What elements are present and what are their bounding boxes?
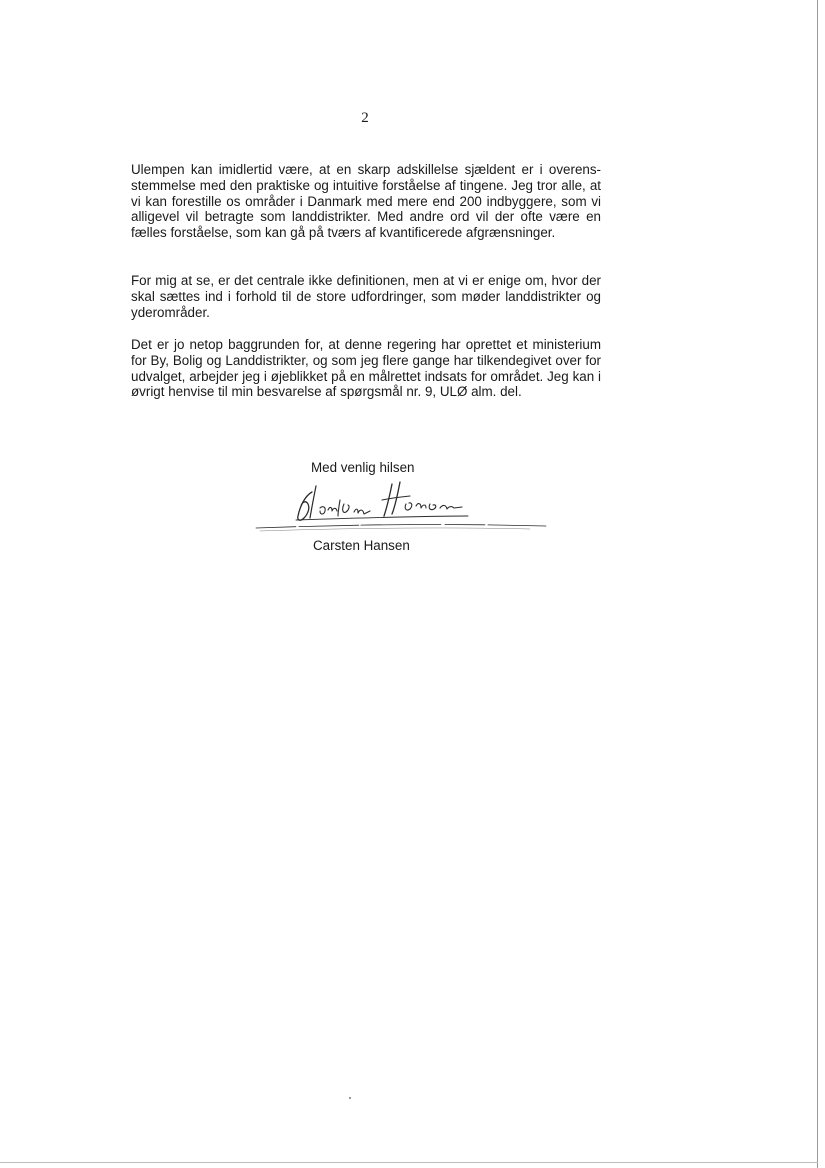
signature-icon bbox=[250, 478, 550, 534]
scan-edge-bottom bbox=[0, 1162, 818, 1163]
paragraph-2: For mig at se, er det centrale ikke definitionen, men at vi er enige om, hvor der skal sættes ind i forhold til de store udfordringer, som møder landdistrikter og yderområder. bbox=[131, 273, 601, 320]
paragraph-3: Det er jo netop baggrunden for, at denne regering har oprettet et ministerium for By, Bolig og Landdistrikter, og som jeg flere gange har tilkendegivet over for udvalget, arbejder jeg i øjeblikket på en målrettet indsats for området. Jeg kan i øvrigt henvise til min besvarelse af spørgsmål nr. 9, ULØ alm. del. bbox=[131, 337, 601, 400]
scan-edge-right bbox=[817, 0, 818, 1168]
closing-greeting: Med venlig hilsen bbox=[311, 460, 415, 475]
paragraph-1: Ulempen kan imidlertid være, at en skarp adskillelse sjældent er i overensstemmelse med den praktiske og intuitive forståelse af tingene. Jeg tror alle, at vi kan forestille os områder i Danmark med mere end 200 indbyggere, som vi alligevel vil betragte som landdistrikter. Med andre ord vil der ofte være en fælles forståelse, som kan gå på tværs af kvantificerede afgrænsninger. bbox=[131, 162, 601, 241]
scan-speck bbox=[349, 1097, 351, 1099]
signer-name: Carsten Hansen bbox=[313, 538, 410, 553]
page-number: 2 bbox=[361, 110, 369, 126]
